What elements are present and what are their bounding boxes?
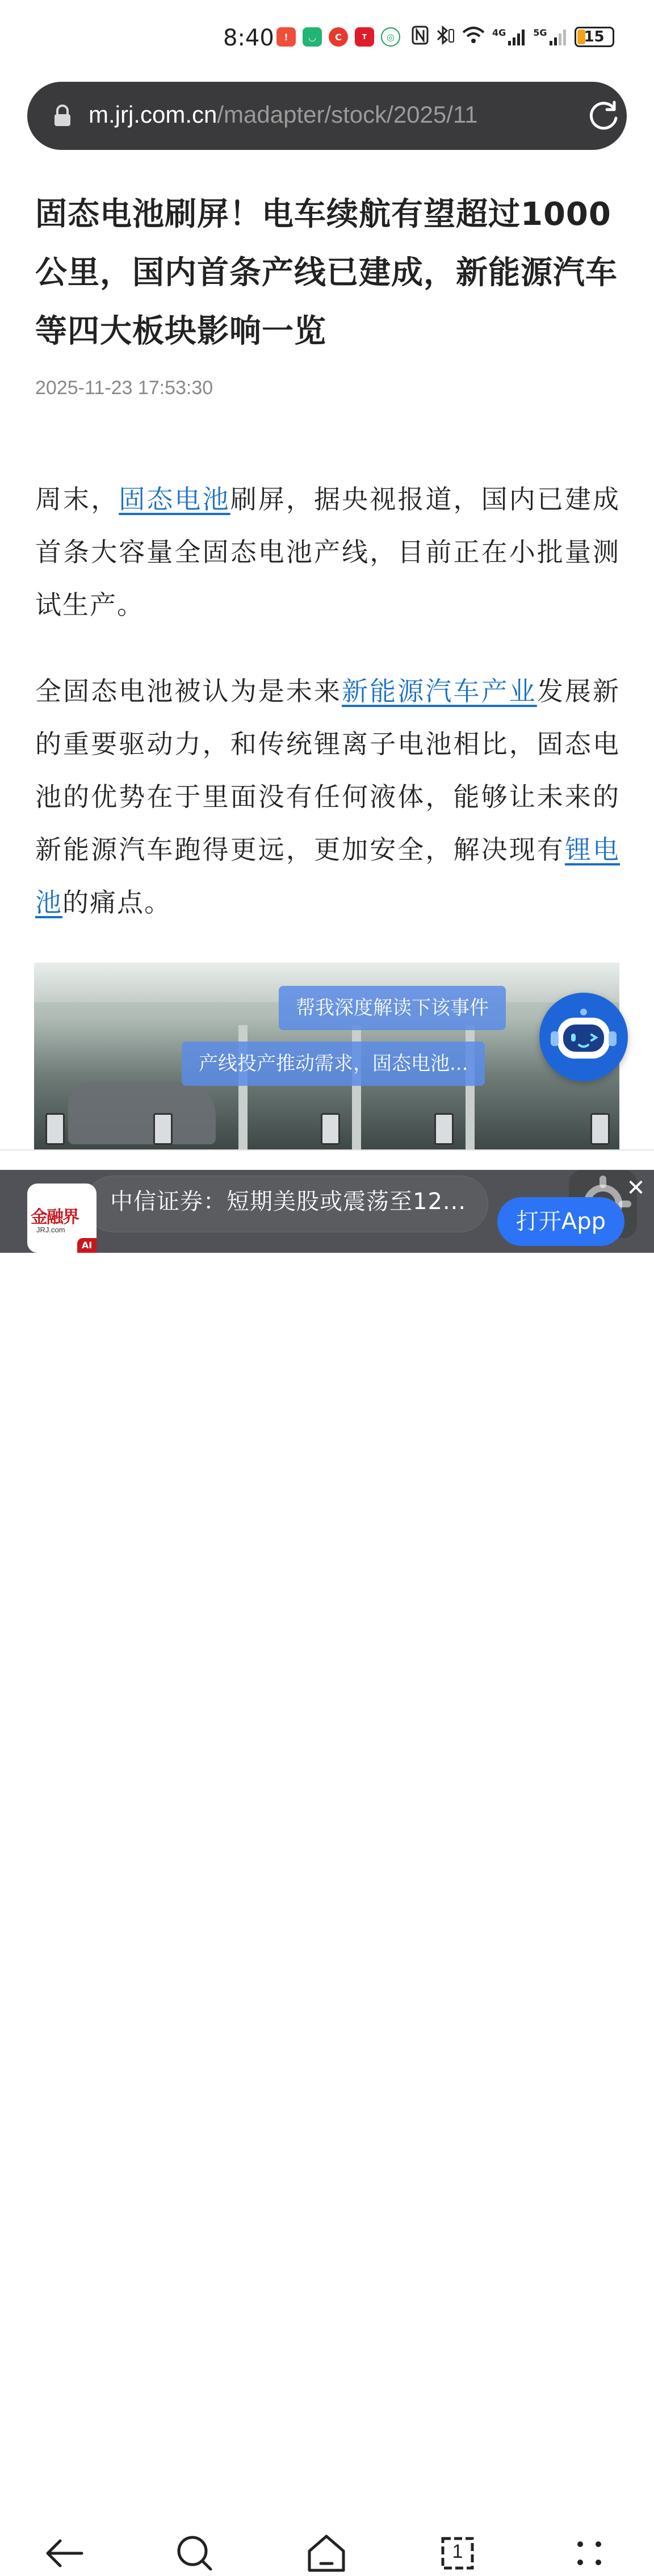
home-icon[interactable] xyxy=(304,2531,349,2576)
car-image xyxy=(68,1082,216,1144)
ai-suggestion-button[interactable]: 帮我深度解读下该事件 xyxy=(279,986,506,1030)
notification-app-icon: ! xyxy=(276,27,296,47)
link-solid-state-battery[interactable]: 固态电池 xyxy=(119,484,230,515)
article-paragraph: 全固态电池被认为是未来新能源汽车产业发展新的重要驱动力，和传统锂离子电池相比，固态电池的优势在于里面没有任何液体，能够让未来的新能源汽车跑得更远，更加安全，解决现有锂电池的痛点。 xyxy=(35,676,621,918)
lock-icon xyxy=(52,104,73,127)
signal-4g-icon: 4G xyxy=(492,27,526,47)
jrj-app-logo: 金融界 JRJ.com AI xyxy=(27,1184,97,1253)
status-time: 8:40 xyxy=(223,25,274,51)
refresh-icon[interactable] xyxy=(586,98,622,134)
back-icon[interactable] xyxy=(42,2531,87,2576)
link-lithium-battery[interactable]: 锂电池 xyxy=(35,834,621,918)
notification-app-icon: ◡ xyxy=(303,27,322,47)
bluetooth-icon xyxy=(435,25,455,49)
open-app-button[interactable]: 打开App xyxy=(497,1197,624,1246)
status-bar xyxy=(0,0,654,74)
article-title: 固态电池刷屏！电车续航有望超过1000公里，国内首条产线已建成，新能源汽车等四大板块影响一览 xyxy=(35,196,618,350)
article-date: 2025-11-23 17:53:30 xyxy=(35,377,213,399)
signal-5g-icon: 5G xyxy=(533,27,567,47)
tabs-button[interactable] xyxy=(435,2531,480,2576)
article-paragraph: 周末，固态电池刷屏，据央视报道，国内已建成首条大容量全固态电池产线，目前正在小批量测试生产。 xyxy=(35,484,621,620)
browser-bottom-nav xyxy=(0,1253,654,2562)
search-icon[interactable] xyxy=(172,2531,217,2576)
close-icon[interactable]: ✕ xyxy=(626,1175,645,1201)
ai-robot-assistant-icon[interactable] xyxy=(539,993,628,1081)
wifi-icon xyxy=(462,26,485,48)
notification-app-icon: T xyxy=(355,27,374,47)
url-domain: m.jrj.com.cn xyxy=(89,101,217,128)
status-system-icons xyxy=(412,25,614,49)
link-new-energy-vehicle-industry[interactable]: 新能源汽车产业 xyxy=(342,676,537,706)
battery-level: 15 xyxy=(584,28,605,45)
notification-app-icon: C xyxy=(329,27,348,47)
nfc-icon xyxy=(412,26,429,48)
notification-app-icon: ◎ xyxy=(381,27,400,47)
tab-count: 1 xyxy=(452,2541,463,2562)
url-path: /madapter/stock/2025/11 xyxy=(217,101,478,128)
battery-icon xyxy=(575,27,614,47)
status-notification-icons xyxy=(276,27,400,47)
address-bar[interactable] xyxy=(27,82,627,150)
ai-suggestion-button[interactable]: 产线投产推动需求，固态电池... xyxy=(182,1042,485,1086)
menu-dots-icon[interactable] xyxy=(567,2531,612,2576)
url-text[interactable] xyxy=(89,101,571,128)
banner-headline[interactable]: 中信证券：短期美股或震荡至12... xyxy=(110,1189,467,1215)
